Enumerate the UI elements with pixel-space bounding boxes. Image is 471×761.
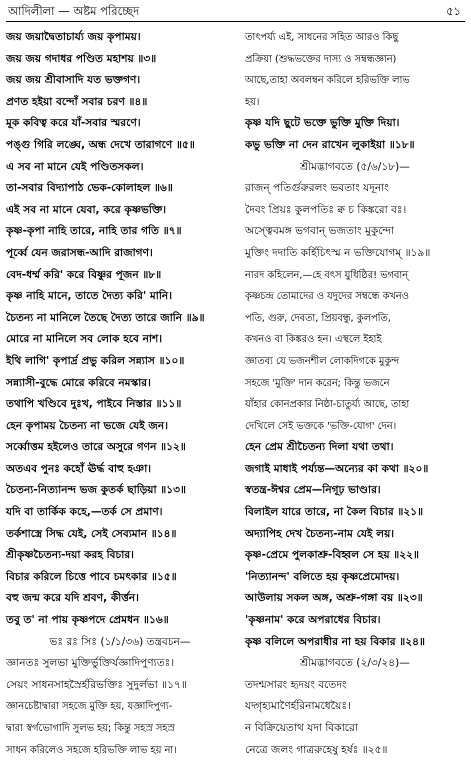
right-text-line: ন বিক্রিয়েতাথ যদা বিকারো — [245, 722, 358, 734]
left-text-line: যদি বা তার্কিক কহে,—তর্ক সে প্রমাণ। — [6, 506, 163, 519]
left-text-line: জ্ঞানচেষ্টাদ্বারা সহজে মুক্তি হয়, যজ্ঞাদিপুণ্য- — [6, 701, 173, 713]
header-divider — [6, 21, 465, 22]
right-text-line: তদশ্মসারং হৃদয়ং বতেদং — [245, 678, 347, 691]
left-text-line: পঙ্গু গিরি লঙ্ঘে, অন্ধ দেখে তারাগণে ॥৫॥ — [6, 138, 195, 151]
left-text-line: শ্রীকৃষ্ণচৈতন্য-দয়া করহ বিচার। — [6, 549, 134, 562]
left-text-line: প্রণত হইয়া বন্দোঁ সবার চরণ ॥৪॥ — [6, 95, 148, 108]
left-text-line: জয় জয় শ্রীবাসাদি যত ভক্তগণ। — [6, 74, 141, 87]
left-text-line: তা-সবার বিদ্যাপাঠ ভেক-কোলাহল ॥৬॥ — [6, 182, 173, 195]
right-text-line: হেন প্রেম শ্রীচৈতন্য দিলা যথা তথা। — [245, 441, 394, 454]
right-text-line: জগাই মাধাই পর্য্যন্ত—অন্যের কা কথা ॥২০॥ — [245, 462, 429, 475]
left-text-line: জয় জয়াদ্বৈতাচার্য্য জয় কৃপাময়। — [6, 31, 141, 43]
left-text-line: সাধন করিলেও সহজে হরিভক্তি লাভ হয় না। — [6, 744, 177, 756]
right-text-line: রাজন্ পতির্গুরুরলং ভবতাং যদূনাং — [245, 182, 389, 195]
left-text-line: বহু জন্ম করে যদি শ্রবণ, কীর্ত্তন। — [6, 592, 139, 605]
left-text-line: ভঃ রঃ সিঃ (১/১/৩৬) তন্ত্রবচন— — [49, 635, 191, 648]
left-column — [6, 27, 234, 756]
right-text-line: দৈবং প্রিয়ঃ কুলপতিঃ ক্ব চ কিঙ্করো বঃ। — [245, 203, 407, 216]
right-text-line: পতি, গুরু, দেবতা, প্রিয়বন্ধু, কুলপতি, — [245, 312, 391, 324]
left-text-line: ইথি লাগি' কৃপার্দ্র প্রভু করিল সন্ন্যাস ॥১০॥ — [6, 354, 185, 367]
right-text-line: 'নিত্যানন্দ' বলিতে হয় কৃষ্ণপ্রেমোদয়। — [245, 570, 400, 583]
right-text-line: মুক্তিং দদাতি কর্হিচিৎস্ম ন ভক্তিযোগম্ ॥১৯॥ — [245, 246, 431, 259]
right-text-line: আউলায় সকল অঙ্গ, অশ্রু-গঙ্গা বয় ॥২৩॥ — [245, 592, 423, 605]
right-text-line: দেখিলে সেই ভক্তকে 'ভক্তি-যোগ' দেন। — [245, 420, 397, 432]
left-text-line: তথাপি খণ্ডিবে দুঃখ, পাইবে নিস্তার ॥১১॥ — [6, 398, 182, 411]
right-text-line: কখনও বা কিঙ্করও হন। এস্থলে ইহাই — [245, 334, 382, 346]
right-text-line: নারদ কহিলেন,—হে বৎস যুধিষ্ঠির! ভগবান্ — [245, 269, 409, 281]
left-text-line: এ সব না মানে যেই পণ্ডিতসকল। — [6, 160, 144, 173]
left-text-line: সেয়ং সাধনসাহস্রৈর্হরিভক্তিঃ সুদুর্লভা ॥১৭॥ — [6, 678, 187, 691]
page-header — [6, 2, 463, 20]
left-text-line: মূক কবিত্ব করে যাঁ-সবার স্মরণে। — [6, 117, 141, 130]
right-text-line: কৃষ্ণ বলিলে অপরাধীর না হয় বিকার ॥২৪॥ — [245, 635, 425, 648]
right-text-line: অস্ত্বেবমঙ্গ ভগবান্ ভজতাং মুকুন্দো — [245, 225, 395, 238]
left-text-line: সন্ন্যাসী-বুদ্ধে মোরে করিবে নমস্কার। — [6, 376, 151, 389]
right-text-line: যাঁহার কোনপ্রকার নিষ্ঠা-চাতুর্য্য আছে, তাহা — [245, 399, 410, 411]
left-text-line: তর্কশাস্ত্রে সিদ্ধ যেই, সেই সেব্যমান ॥১৪॥ — [6, 527, 177, 540]
left-text-line: পূর্ব্বে যেন জরাসন্ধ-আদি রাজাগণ। — [6, 246, 153, 259]
left-text-line: বেদ-ধর্ম্ম করি' করে বিষ্ণুর পূজন ॥৮॥ — [6, 268, 162, 281]
right-text-line: যদ্গৃহ্যমাণৈর্হরিনামধেয়ৈঃ। — [245, 700, 351, 713]
left-text-line: কৃষ্ণ নাহি মানে, তাতে দৈত্য করি' মানি। — [6, 290, 173, 303]
right-text-line: নেত্রে জলং গাত্ররুহেষু হর্ষঃ ॥২৫॥ — [245, 743, 388, 756]
right-text-line: বিলাইল যারে তারে, না কৈল বিচার ॥২১॥ — [245, 506, 424, 519]
right-text-line: তাৎপর্য্য এই, সাধনের সহিত আরও কিছু — [245, 32, 399, 43]
right-text-line: হয়। — [245, 96, 260, 108]
left-text-line: তবু ত' না পায় কৃষ্ণপদে প্রেমধন ॥১৬॥ — [6, 614, 169, 627]
right-text-line: কৃষ্ণ-প্রেমে পুলকাশ্রু-বিহ্বল সে হয় ॥২২॥ — [245, 549, 420, 562]
page-number: ৫১ — [446, 4, 461, 18]
right-text-line: সহজে 'মুক্তি' দান করেন; কিন্তু ভজনে — [245, 377, 390, 389]
chapter-title: আদিলীলা — অষ্টম পরিচ্ছেদ — [8, 4, 140, 18]
right-column — [245, 27, 465, 756]
right-text-line: 'কৃষ্ণনাম' করে অপরাধের বিচার। — [245, 614, 381, 627]
right-text-line: শ্রীমদ্ভাগবতে (২/৩/২৪)— — [300, 657, 410, 670]
left-text-line: জ্ঞানতঃ সুলভা মুক্তির্ভুক্তির্যজ্ঞাদিপুণ্যতঃ। — [6, 657, 175, 670]
right-text-line: কৃষ্ণ যদি ছুটে ভক্তে ভুক্তি মুক্তি দিয়া। — [245, 117, 400, 130]
left-text-line: চৈতন্য-নিত্যানন্দ ভজ কুতর্ক ছাড়িয়া ॥১৩॥ — [6, 484, 187, 497]
right-text-line: প্রক্রিয়া (শুদ্ধভক্তের দাস্য ও সম্বন্ধজ্ঞান) — [245, 53, 397, 65]
left-text-line: এই সব না মানে যেবা, করে কৃষ্ণভক্তি। — [6, 203, 167, 216]
left-text-line: বিচার করিলে চিত্তে পাবে চমৎকার ॥১৫॥ — [6, 570, 177, 583]
left-text-line: সর্ব্বোত্তম হইলেও তারে অসুরে গণন ॥১২॥ — [6, 441, 186, 454]
right-text-line: জ্ঞাতব্য যে ভজনশীল লোকদিগকে মুকুন্দ — [245, 355, 400, 367]
right-text-line: আছে,তাহা অবলম্বন করিলে হরিভক্তি লাভ — [245, 75, 410, 87]
right-text-line: শ্রীমদ্ভাগবতে (৫/৬/১৮)— — [300, 160, 410, 173]
right-text-line: কৃষ্ণচন্দ্র তোমাদের ও যদুদের সম্বন্ধে কখনও — [245, 291, 409, 303]
left-text-line: হেন কৃপাময় চৈতন্য না ভজে যেই জন। — [6, 419, 168, 432]
right-text-line: কভু ভক্তি না দেন রাখেন লুকাইয়া ॥১৮॥ — [245, 138, 415, 151]
left-text-line: দ্বারা স্বর্গভোগাদি সুলভ হয়; কিন্তু সহস্র সহস্র — [6, 723, 175, 734]
left-text-line: অতএব পুনঃ কহোঁ ঊর্দ্ধ বাহু হঞা। — [6, 462, 152, 475]
right-text-line: স্বতন্ত্র-ঈশ্বর প্রেম—নিগূঢ় ভাণ্ডার। — [245, 484, 381, 497]
left-text-line: জয় জয় গদাধর পণ্ডিত মহাশয় ॥৩॥ — [6, 52, 157, 65]
left-text-line: চৈতন্য না মানিলে তৈছে দৈত্য তারে জানি ॥৯॥ — [6, 311, 205, 324]
left-text-line: মোরে না মানিলে সব লোক হবে নাশ। — [6, 333, 163, 346]
right-text-line: অদ্যাপিহ দেখ চৈতন্য-নাম যেই লয়। — [245, 527, 395, 540]
left-text-line: কৃষ্ণ-কৃপা নাহি তারে, নাহি তার গতি ॥৭॥ — [6, 225, 182, 238]
